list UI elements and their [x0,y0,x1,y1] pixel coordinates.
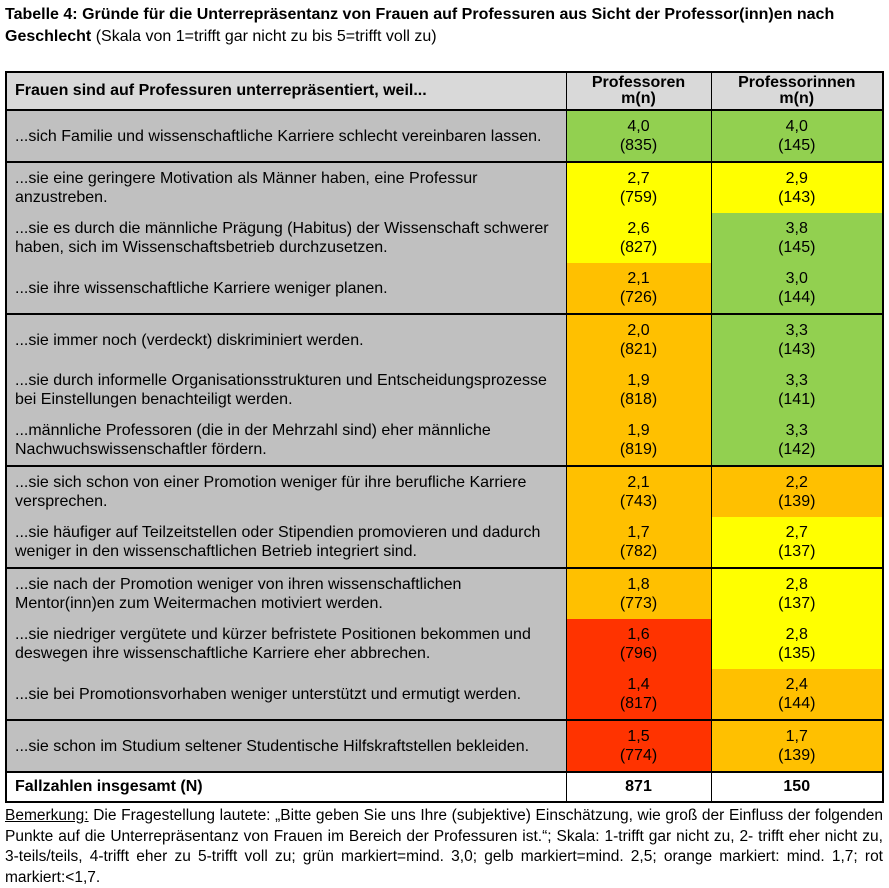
n-count: (137) [778,543,816,560]
n-count: (143) [778,341,816,358]
cell-professorinnen [711,517,883,568]
header-statement: Frauen sind auf Professuren unterrepräsentiert, weil... [6,72,566,110]
results-table [5,71,884,803]
n-count: (782) [619,543,658,560]
cell-professorinnen [711,466,883,517]
cell-professoren [566,466,711,517]
n-count: (821) [619,341,658,358]
n-count: (145) [778,137,816,154]
row-statement: ...sie häufiger auf Teilzeitstellen oder Stipendien promovieren und dadurch weniger in den wissenschaftlichen Betrieb integriert sind. [6,517,566,568]
totals-professorinnen: 150 [711,772,883,802]
mean-value: 1,4 [627,676,650,693]
n-count: (726) [619,289,658,306]
mean-value: 3,3 [785,322,808,339]
table-row [6,466,883,517]
row-statement: ...sie niedriger vergütete und kürzer befristete Positionen bekommen und deswegen ihre wissenschaftliche Karriere eher abbrechen. [6,619,566,669]
n-count: (818) [619,391,658,408]
mean-value: 1,8 [627,576,650,593]
mean-value: 2,8 [785,576,808,593]
row-statement: ...männliche Professoren (die in der Mehrzahl sind) eher männliche Nachwuchswissenschaftler fördern. [6,415,566,466]
mean-value: 3,8 [785,220,808,237]
mean-value: 2,4 [785,676,808,693]
footnote-text: Die Fragestellung lautete: „Bitte geben Sie uns Ihre (subjektive) Einschätzung, wie groß der Einfluss der folgenden Punkte auf die Unterrepräsentanz von Frauen im Bereich der Professuren ist.“; Skala: 1-trifft gar nicht zu, 2- trifft eher nicht zu, 3-teils/teils, 4-trifft eher zu 5-trifft voll zu; grün markiert=mind. 3,0; gelb markiert=mind. 2,5; orange markiert: mind. 1,7; rot markiert:<1,7. [5,807,883,886]
table-row [6,110,883,162]
cell-professorinnen [711,720,883,772]
n-count: (759) [619,189,658,206]
mean-value: 2,1 [627,270,650,287]
n-count: (143) [778,189,816,206]
mean-value: 3,3 [785,422,808,439]
cell-professorinnen [711,365,883,415]
mean-value: 2,1 [627,474,650,491]
cell-professoren [566,669,711,720]
table-caption [5,4,883,48]
cell-professoren [566,263,711,314]
row-statement: ...sie durch informelle Organisationsstrukturen und Entscheidungsprozesse bei Einstellungen benachteiligt werden. [6,365,566,415]
n-count: (139) [778,493,816,510]
cell-professoren [566,568,711,619]
mean-value: 2,6 [627,220,650,237]
row-statement: ...sie nach der Promotion weniger von ihren wissenschaftlichen Mentor(inn)en zum Weitermachen motiviert werden. [6,568,566,619]
cell-professorinnen [711,162,883,213]
row-statement: ...sie eine geringere Motivation als Männer haben, eine Professur anzustreben. [6,162,566,213]
footnote-label: Bemerkung: [5,807,89,824]
n-count: (145) [778,239,816,256]
totals-label: Fallzahlen insgesamt (N) [6,772,566,802]
mean-value: 1,7 [627,524,650,541]
cell-professoren [566,619,711,669]
table-row [6,365,883,415]
mean-value: 4,0 [785,118,808,135]
cell-professorinnen [711,110,883,162]
mean-value: 2,0 [627,322,650,339]
n-count: (835) [619,137,658,154]
table-row [6,517,883,568]
mean-value: 1,6 [627,626,650,643]
mean-value: 4,0 [627,118,650,135]
mean-value: 2,8 [785,626,808,643]
mean-value: 2,7 [785,524,808,541]
table-caption-main: Tabelle 4: Gründe für die Unterrepräsentanz von Frauen auf Professuren aus Sicht der Professor(inn)en nach Geschlecht [5,6,835,45]
table-row [6,263,883,314]
n-count: (142) [778,441,816,458]
mean-value: 1,9 [627,372,650,389]
cell-professoren [566,415,711,466]
row-statement: ...sie ihre wissenschaftliche Karriere weniger planen. [6,263,566,314]
header-professoren [566,72,711,110]
table-body [6,110,883,772]
n-count: (827) [619,239,658,256]
header-row [6,72,883,110]
n-count: (144) [778,289,816,306]
cell-professoren [566,517,711,568]
n-count: (774) [619,747,658,764]
cell-professorinnen [711,213,883,263]
cell-professoren [566,213,711,263]
table-row [6,415,883,466]
totals-row [6,772,883,802]
row-statement: ...sie sich schon von einer Promotion weniger für ihre berufliche Karriere versprechen. [6,466,566,517]
table-row [6,619,883,669]
header-professoren-unit: m(n) [621,90,656,107]
mean-value: 1,7 [785,728,808,745]
mean-value: 3,3 [785,372,808,389]
table-row [6,213,883,263]
n-count: (773) [619,595,658,612]
n-count: (819) [619,441,658,458]
mean-value: 2,2 [785,474,808,491]
row-statement: ...sie bei Promotionsvorhaben weniger unterstützt und ermutigt werden. [6,669,566,720]
n-count: (135) [778,645,816,662]
cell-professorinnen [711,263,883,314]
footnote [5,806,883,888]
n-count: (139) [778,747,816,764]
table-row [6,568,883,619]
cell-professorinnen [711,669,883,720]
mean-value: 2,9 [785,170,808,187]
mean-value: 2,7 [627,170,650,187]
row-statement: ...sie immer noch (verdeckt) diskriminiert werden. [6,314,566,365]
cell-professoren [566,110,711,162]
n-count: (137) [778,595,816,612]
cell-professorinnen [711,619,883,669]
table-row [6,669,883,720]
row-statement: ...sich Familie und wissenschaftliche Karriere schlecht vereinbaren lassen. [6,110,566,162]
n-count: (144) [778,695,816,712]
totals-professoren: 871 [566,772,711,802]
header-professorinnen [711,72,883,110]
n-count: (817) [619,695,658,712]
mean-value: 1,9 [627,422,650,439]
cell-professoren [566,365,711,415]
n-count: (141) [778,391,816,408]
header-professorinnen-title: Professorinnen [738,74,856,91]
table-row [6,314,883,365]
mean-value: 3,0 [785,270,808,287]
n-count: (743) [619,493,658,510]
cell-professorinnen [711,568,883,619]
cell-professorinnen [711,314,883,365]
mean-value: 1,5 [627,728,650,745]
cell-professoren [566,720,711,772]
row-statement: ...sie es durch die männliche Prägung (Habitus) der Wissenschaft schwerer haben, sich im Wissenschaftsbetrieb durchzusetzen. [6,213,566,263]
n-count: (796) [619,645,658,662]
header-professoren-title: Professoren [591,74,686,91]
cell-professoren [566,314,711,365]
table-row [6,162,883,213]
cell-professoren [566,162,711,213]
table-caption-scale: (Skala von 1=trifft gar nicht zu bis 5=trifft voll zu) [91,28,437,45]
header-professorinnen-unit: m(n) [779,90,815,107]
table-row [6,720,883,772]
row-statement: ...sie schon im Studium seltener Studentische Hilfskraftstellen bekleiden. [6,720,566,772]
cell-professorinnen [711,415,883,466]
